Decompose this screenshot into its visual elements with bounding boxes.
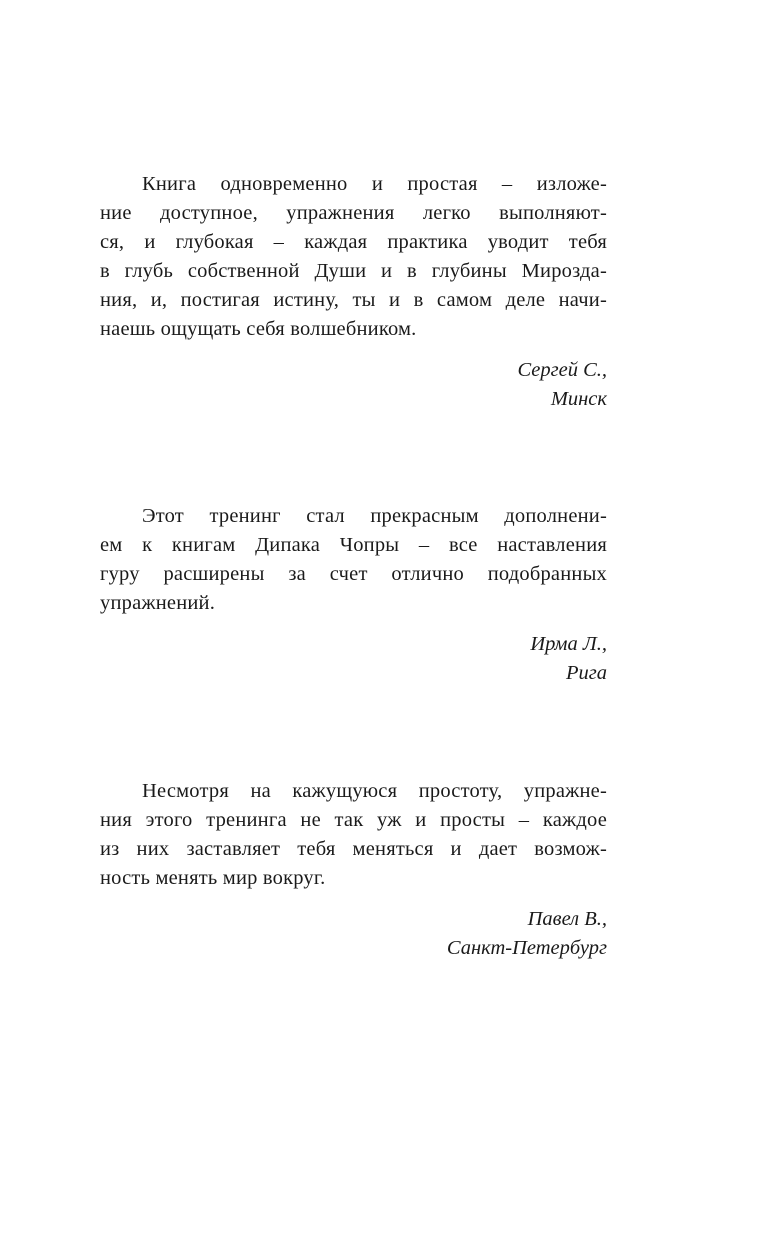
- author-city: Санкт-Петербург: [446, 937, 607, 959]
- text-line: ся, и глубокая – каждая практика уводит тебя: [100, 231, 607, 253]
- attribution: [100, 630, 607, 688]
- testimonial-text: [100, 777, 607, 893]
- book-page: [100, 0, 607, 1241]
- text-line: из них заставляет тебя меняться и дает возмож-: [100, 838, 607, 860]
- text-line: гуру расширены за счет отлично подобранных: [100, 563, 607, 585]
- text-line: упражнений.: [100, 592, 216, 614]
- author-name: Павел В.,: [527, 908, 607, 930]
- author-city: Минск: [550, 388, 607, 410]
- text-line: ния, и, постигая истину, ты и в самом деле начи-: [100, 289, 607, 311]
- testimonial-1: [100, 170, 607, 414]
- text-line: ние доступное, упражнения легко выполняют-: [100, 202, 607, 224]
- text-line: ем к книгам Дипака Чопры – все наставления: [100, 534, 607, 556]
- testimonial-text: [100, 170, 607, 344]
- testimonial-2: [100, 502, 607, 688]
- author-name: Сергей С.,: [517, 359, 607, 381]
- testimonial-text: [100, 502, 607, 618]
- text-line: Этот тренинг стал прекрасным дополнени-: [142, 505, 607, 527]
- testimonial-3: [100, 777, 607, 963]
- author-name: Ирма Л.,: [530, 633, 607, 655]
- attribution: [100, 905, 607, 963]
- text-line: в глубь собственной Души и в глубины Мирозда-: [100, 260, 607, 282]
- text-line: Несмотря на кажущуюся простоту, упражне-: [142, 780, 607, 802]
- attribution: [100, 356, 607, 414]
- text-line: ния этого тренинга не так уж и просты – каждое: [100, 809, 607, 831]
- author-city: Рига: [565, 662, 607, 684]
- text-line: наешь ощущать себя волшебником.: [100, 318, 417, 340]
- text-line: Книга одновременно и простая – изложе-: [142, 173, 607, 195]
- text-line: ность менять мир вокруг.: [100, 867, 326, 889]
